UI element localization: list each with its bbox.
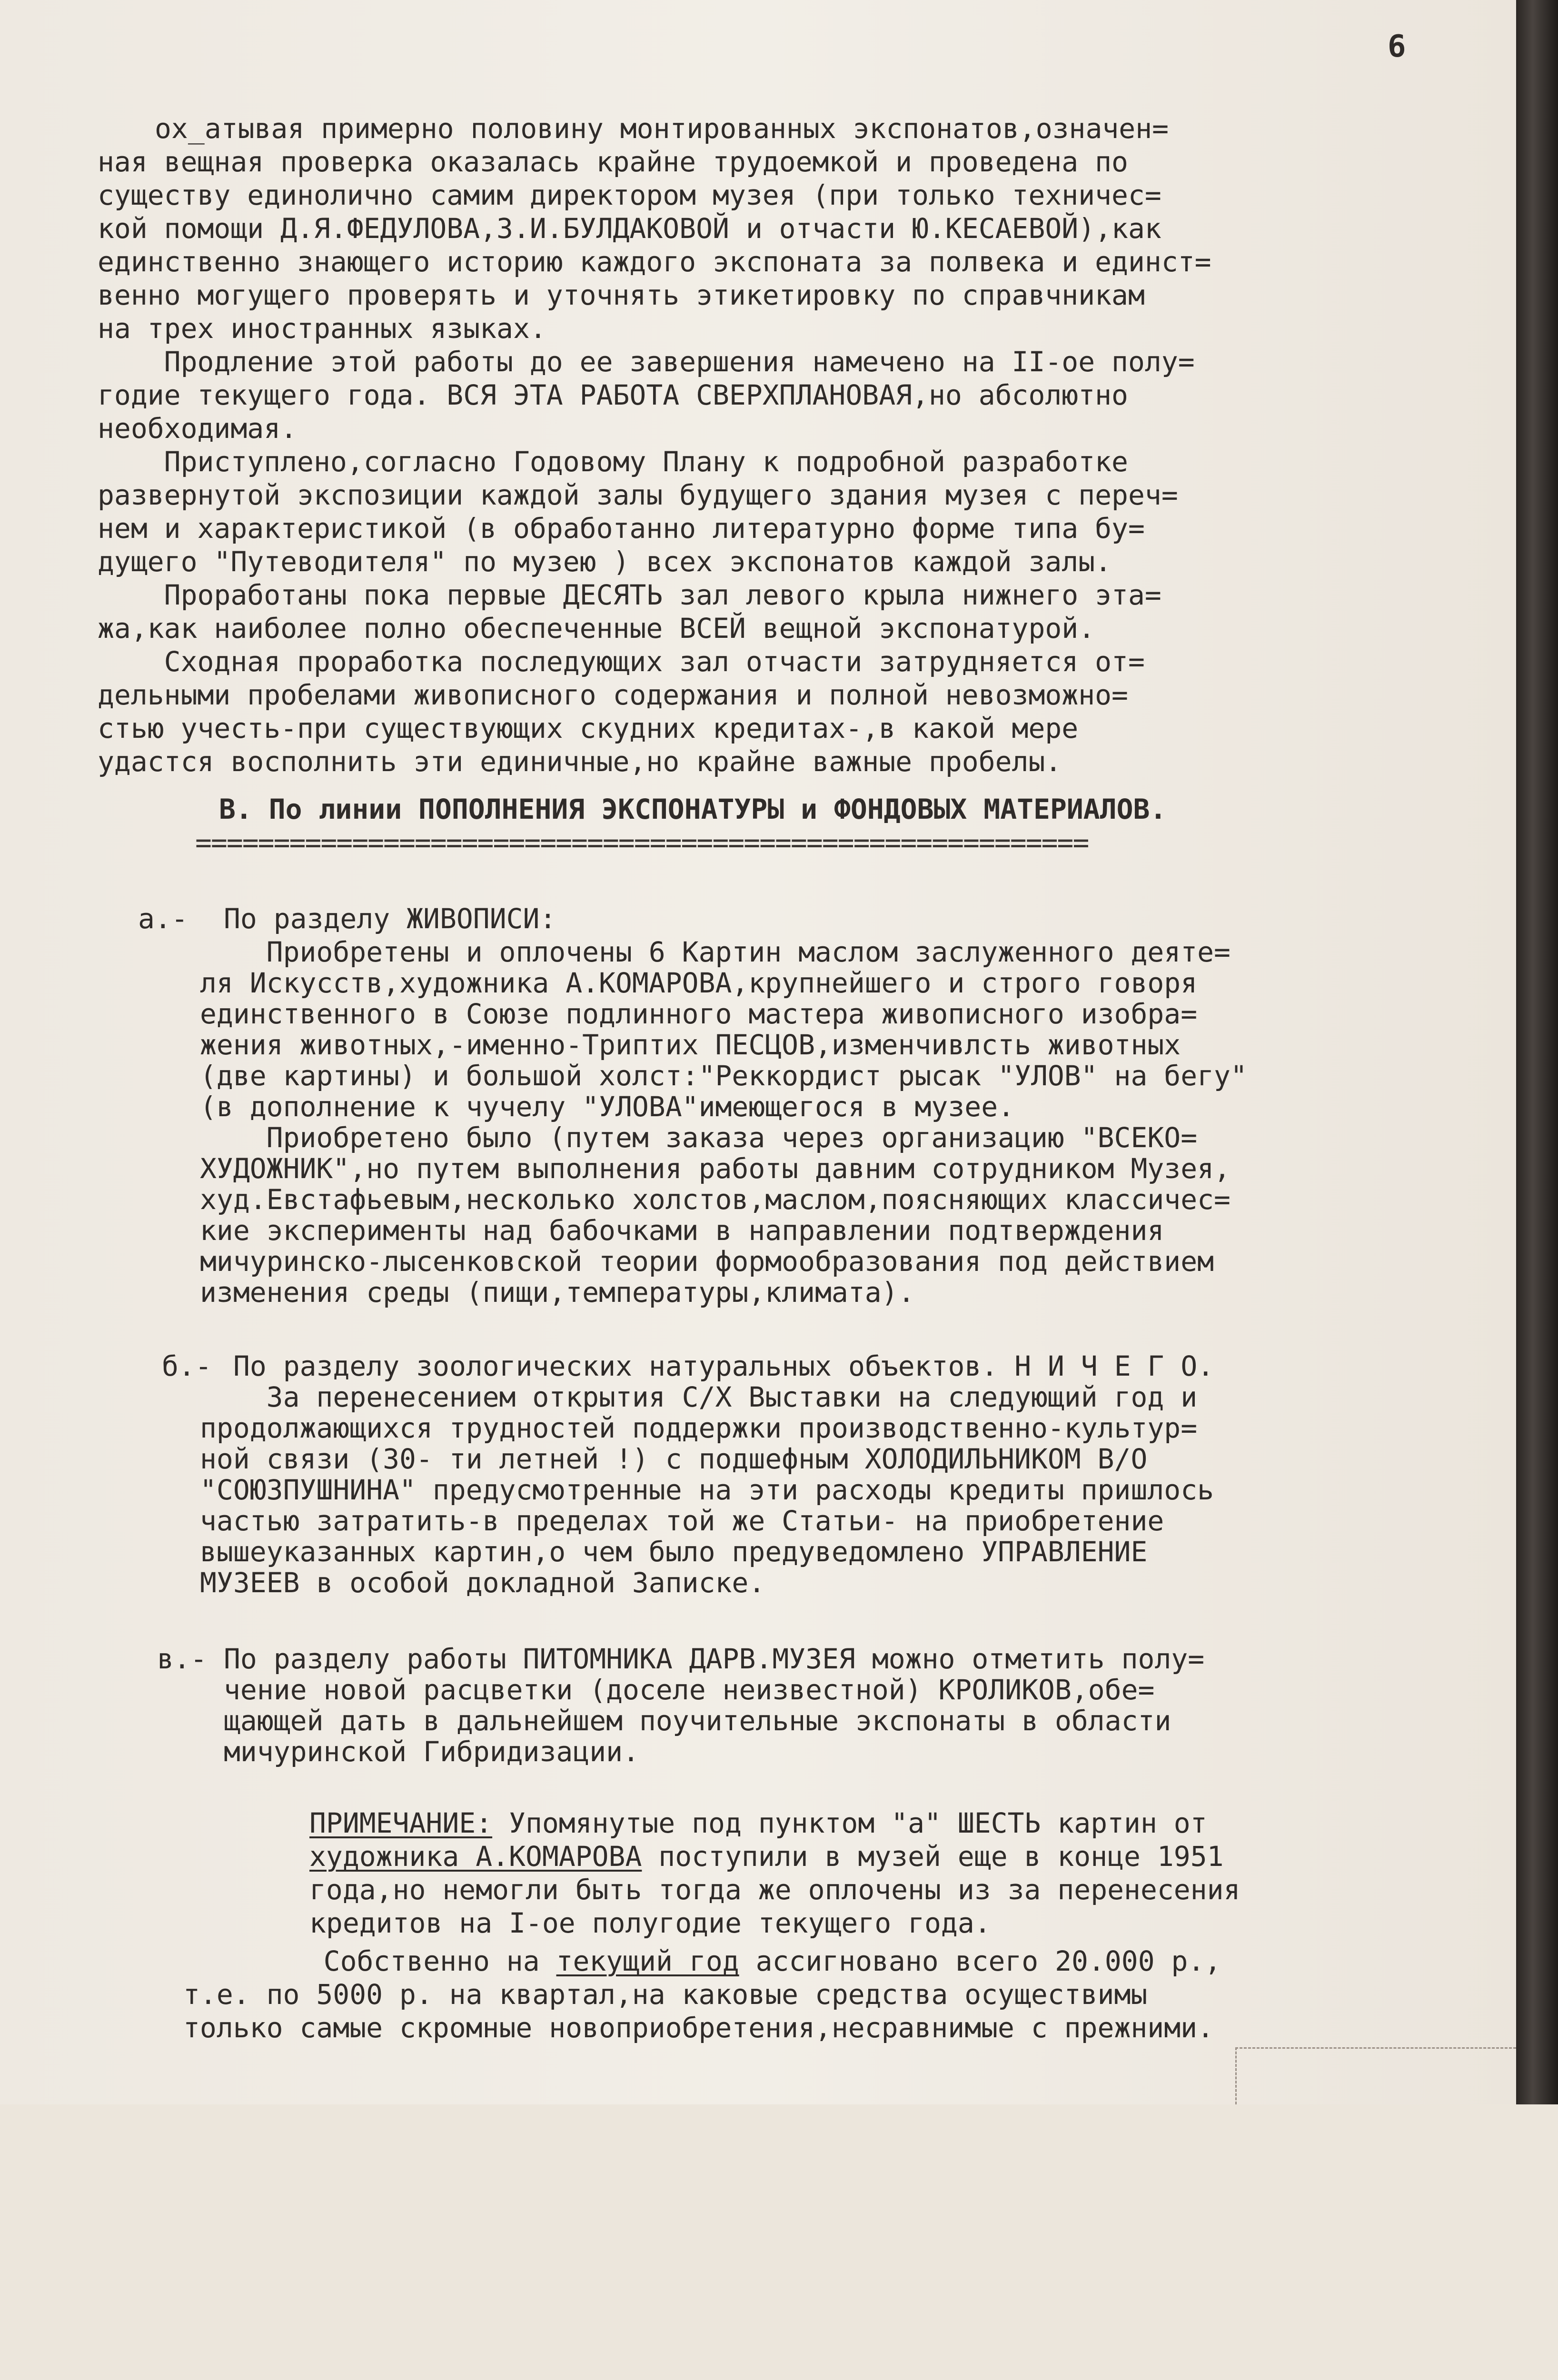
text-line: МУЗЕЕВ в особой докладной Записке.: [200, 1567, 765, 1599]
note-text: поступили в музей еще в конце 1951: [642, 1840, 1224, 1873]
text-line: щающей дать в дальнейшем поучительные экспонаты в области: [224, 1705, 1171, 1737]
text-line: венно могущего проверять и уточнять этикетировку по справчникам: [98, 279, 1145, 311]
archive-stamp: [1235, 2047, 1516, 2104]
item-marker: а.-: [138, 902, 188, 935]
note-line: [309, 1804, 1207, 1842]
note-label: ПРИМЕЧАНИЕ:: [309, 1807, 493, 1839]
text-line: (в дополнение к чучелу "УЛОВА"имеющегося в музее.: [200, 1091, 1015, 1123]
section-heading: В. По линии ПОПОЛНЕНИЯ ЭКСПОНАТУРЫ и ФОНДОВЫХ МАТЕРИАЛОВ.: [219, 793, 1167, 825]
text-line: жа,как наиболее полно обеспеченные ВСЕЙ вещной экспонатурой.: [98, 612, 1095, 645]
text-line: удастся восполнить эти единичные,но крайне важные пробелы.: [98, 745, 1062, 778]
text-line: существу единолично самим директором музея (при только техничес=: [98, 179, 1161, 211]
text-line: кие эксперименты над бабочками в направлении подтверждения: [200, 1214, 1164, 1247]
text-line: "СОЮЗПУШНИНА" предусмотренные на эти расходы кредиты пришлось: [200, 1474, 1214, 1506]
item-title: По разделу ЖИВОПИСИ:: [224, 902, 556, 935]
text-line: Проработаны пока первые ДЕСЯТЬ зал левого крыла нижнего эта=: [98, 579, 1161, 611]
closing-prefix: Собственно на: [257, 1945, 556, 1977]
text-line: ох_атывая примерно половину монтированных экспонатов,означен=: [155, 112, 1169, 145]
text-line: необходимая.: [98, 412, 298, 445]
text-line: развернутой экспозиции каждой залы будущего здания музея с переч=: [98, 479, 1178, 511]
text-line: единственно знающего историю каждого экспоната за полвека и единст=: [98, 246, 1211, 278]
text-line: жения животных,-именно-Триптих ПЕСЦОВ,изменчивлсть животных: [200, 1029, 1181, 1061]
text-line: стью учесть-при существующих скудних кредитах-,в какой мере: [98, 712, 1079, 744]
item-marker: в.-: [157, 1643, 207, 1675]
text-line: Приобретены и оплочены 6 Картин маслом заслуженного деяте=: [200, 936, 1231, 968]
text-line: мичуринско-лысенковской теории формообразования под действием: [200, 1245, 1214, 1278]
text-line: годие текущего года. ВСЯ ЭТА РАБОТА СВЕРХПЛАНОВАЯ,но абсолютно: [98, 379, 1128, 411]
text-line: частью затратить-в пределах той же Статьи- на приобретение: [200, 1505, 1164, 1537]
text-line: (две картины) и большой холст:"Реккордист рысак "УЛОВ" на бегу": [200, 1060, 1247, 1092]
text-line: года,но немогли быть тогда же оплочены из за перенесения: [309, 1874, 1240, 1906]
text-line: дущего "Путеводителя" по музею ) всех экспонатов каждой залы.: [98, 545, 1112, 578]
text-line: Продление этой работы до ее завершения намечено на II-ое полу=: [98, 346, 1195, 378]
text-line: ля Искусств,художника А.КОМАРОВА,крупнейшего и строго говоря: [200, 967, 1198, 999]
text-line: кредитов на I-ое полугодие текущего года.: [309, 1907, 991, 1939]
text-line: ХУДОЖНИК",но путем выполнения работы давним сотрудником Музея,: [200, 1152, 1231, 1185]
text-line: Приступлено,согласно Годовому Плану к подробной разработке: [98, 446, 1128, 478]
note-line: [309, 1837, 1224, 1875]
item-marker: б.-: [162, 1350, 212, 1382]
text-line: на трех иностранных языках.: [98, 312, 546, 345]
note-text: Упомянутые под пунктом "а" ШЕСТЬ картин от: [492, 1807, 1207, 1839]
closing-line: [257, 1942, 1221, 1980]
text-line: только самые скромные новоприобретения,несравнимые с прежними.: [183, 2012, 1214, 2044]
text-line: Сходная проработка последующих зал отчасти затрудняется от=: [98, 645, 1145, 678]
text-line: мичуринской Гибридизации.: [224, 1735, 639, 1768]
text-line: вышеуказанных картин,о чем было предуведомлено УПРАВЛЕНИЕ: [200, 1536, 1148, 1568]
text-line: дельными пробелами живописного содержания и полной невозможно=: [98, 679, 1128, 711]
text-line: изменения среды (пищи,температуры,климата).: [200, 1276, 915, 1309]
text-line: худ.Евстафьевым,несколько холстов,маслом,поясняющих классичес=: [200, 1183, 1231, 1216]
item-title: По разделу зоологических натуральных объектов. Н И Ч Е Г О.: [233, 1350, 1214, 1382]
text-line: единственного в Союзе подлинного мастера живописного изобра=: [200, 998, 1198, 1030]
text-line: чение новой расцветки (доселе неизвестной) КРОЛИКОВ,обе=: [224, 1674, 1155, 1706]
scanner-edge: [1516, 0, 1558, 2104]
item-title: По разделу работы ПИТОМНИКА ДАРВ.МУЗЕЯ можно отметить полу=: [224, 1643, 1205, 1675]
closing-underlined: текущий год: [556, 1945, 739, 1977]
note-underlined: художника А.КОМАРОВА: [309, 1840, 642, 1873]
page-number: 6: [1388, 29, 1406, 64]
text-line: Приобретено было (путем заказа через организацию "ВСЕКО=: [200, 1121, 1198, 1154]
closing-rest: ассигновано всего 20.000 р.,: [739, 1945, 1221, 1977]
text-line: продолжающихся трудностей поддержки производственно-культур=: [200, 1412, 1198, 1444]
text-line: ной связи (30- ти летней !) с подшефным ХОЛОДИЛЬНИКОМ В/О: [200, 1443, 1148, 1475]
text-line: т.е. по 5000 р. на квартал,на каковые средства осуществимы: [183, 1978, 1148, 2011]
heading-rule: =========================================================: [195, 826, 1089, 859]
text-line: ная вещная проверка оказалась крайне трудоемкой и проведена по: [98, 146, 1128, 178]
text-line: нем и характеристикой (в обработанно литературно форме типа бу=: [98, 512, 1145, 545]
text-line: кой помощи Д.Я.ФЕДУЛОВА,З.И.БУЛДАКОВОЙ и отчасти Ю.КЕСАЕВОЙ),как: [98, 212, 1161, 245]
text-line: За перенесением открытия С/Х Выставки на следующий год и: [200, 1381, 1198, 1413]
